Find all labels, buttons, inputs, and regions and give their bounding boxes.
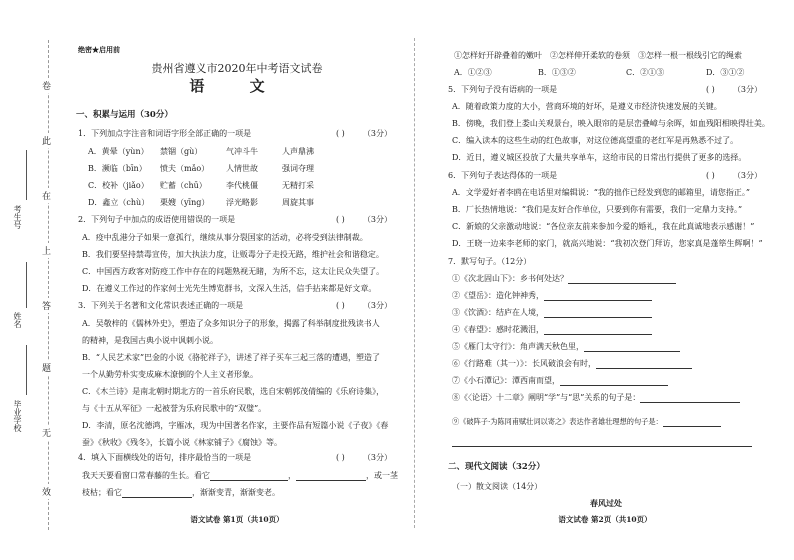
option-line: A．吴敬梓的《儒林外史》，塑造了众多知识分子的形象，揭露了科举制度批残读书人 [82, 319, 380, 328]
answer-blank[interactable] [640, 402, 740, 403]
margin-char: 无 [42, 425, 51, 440]
score-label: （3分） [362, 215, 392, 224]
recite-prompt: ②《望岳》：造化钟神秀， [452, 291, 544, 300]
question-stem: 1．下列加点字注音和词语字形全部正确的一项是 [78, 129, 252, 138]
exam-title: 贵州省遵义市2020年中考语文试卷 [151, 62, 323, 75]
recite-item [452, 358, 692, 369]
answer-blank[interactable] [122, 497, 192, 498]
page-footer: 语文试卷 第2页（共10页） [558, 515, 652, 524]
answer-blank[interactable] [452, 446, 752, 447]
option-line: B．傍晚，我们登上娄山关观景台，映入眼帘的是层峦叠嶂与余晖，如血残阳相映得壮美。 [452, 119, 770, 128]
answer-blank[interactable] [663, 426, 721, 427]
option-line: C．编入读本的这些生动的红色故事，对这位德高望重的老红军是再熟悉不过了。 [452, 136, 739, 145]
answer-blank[interactable] [210, 480, 288, 481]
question-stem: 7．默写句子。（12分） [448, 257, 532, 266]
passage-text: 我天天要看窗口常春藤的生长。看它 [82, 471, 210, 480]
answer-blank[interactable] [568, 283, 676, 284]
option-cell: 无精打采 [282, 181, 314, 190]
option-cell: 贮蓄（chū） [160, 181, 207, 190]
option-cell: C．校补（jiǎo） [88, 181, 149, 190]
question-stem: 4．填入下面横线处的语句，排序最恰当的一项是 [78, 453, 252, 462]
score-label: （3分） [732, 171, 762, 180]
margin-char: 上 [42, 243, 51, 258]
answer-paren: ( ) [706, 171, 715, 180]
subsection-heading: （一）散文阅读（14分） [452, 482, 543, 491]
recite-prompt: ④《春望》：感时花溅泪， [452, 325, 544, 334]
recite-prompt: ⑤《雁门太守行》：角声满天秋色里， [452, 342, 584, 351]
option-line: 一个从勤劳朴实变成麻木潦倒的个人主义者形象。 [82, 370, 258, 379]
score-label: （3分） [732, 85, 762, 94]
recite-item [452, 307, 652, 318]
answer-blank[interactable] [544, 317, 652, 318]
question-stem: 6．下列句子表达得体的一项是 [448, 171, 558, 180]
answer-paren: ( ) [336, 129, 345, 138]
passage-text: ， [288, 471, 296, 480]
recite-item [452, 341, 680, 352]
recite-item [452, 273, 676, 284]
option-cell: 禁锢（gù） [160, 147, 203, 156]
option-line: D．李清，原名沈德鸿，字雁冰，现为中国著名作家，主要作品有短篇小说《子夜》《春 [82, 421, 389, 430]
option-cell: 气冲斗牛 [226, 147, 258, 156]
margin-char: 卷 [42, 78, 51, 93]
score-label: （3分） [362, 453, 392, 462]
option-line: B．我们要坚持禁毒宣传，加大执法力度，让贩毒分子走投无路，维护社会和谐稳定。 [82, 250, 384, 259]
option-cell: 人情世故 [226, 164, 258, 173]
answer-blank[interactable] [596, 368, 692, 369]
section-heading: 二、现代文阅读（32分） [448, 462, 545, 472]
recite-item [452, 324, 652, 335]
recite-item [452, 375, 668, 386]
essay-title: 春风过处 [590, 498, 622, 508]
option-cell: D．鑫立（chù） [88, 198, 150, 207]
option-line: A．随着政策力度的大小，营商环境的好坏，是遵义市经济快速发展的关键。 [452, 102, 722, 111]
answer-blank[interactable] [560, 385, 668, 386]
answer-blank[interactable] [584, 351, 680, 352]
recite-prompt: ①《次北固山下》：乡书何处达？ [452, 274, 568, 283]
option-line: B．“人民艺术家”巴金的小说《骆驼祥子》，讲述了祥子买车三起三落的遭遇，塑造了 [82, 353, 381, 362]
option-line: A．文学爱好者李鸥在电话里对编辑说：“我的拙作已经发到您的邮箱里，请您指正。” [452, 188, 750, 197]
recite-prompt: ⑥《行路难（其一）》：长风破浪会有时， [452, 359, 596, 368]
page-2 [440, 0, 770, 560]
passage-text: 枝枯；看它 [82, 488, 122, 497]
school-line [26, 345, 27, 395]
margin-char: 在 [42, 188, 51, 203]
recite-continuation [452, 436, 752, 447]
answer-paren: ( ) [336, 453, 345, 462]
question-stem: 3．下列关于名著和文化常识表述正确的一项是 [78, 301, 244, 310]
passage-text: ，或一茎 [366, 471, 398, 480]
recite-prompt: ⑧《〈论语〉十二章》阐明“学”与“思”关系的句子是： [452, 393, 641, 402]
candidate-number-line [26, 150, 27, 200]
option-cell: D．③①② [706, 68, 745, 77]
q4-choices-line: ①怎样好开辟叠着的嫩叶 ②怎样伸开柔软的卷须 ③怎样一根一根线引它的绳索 [454, 51, 742, 60]
margin-char: 答 [42, 298, 51, 313]
binding-dash-line [48, 40, 49, 530]
option-cell: B．濒临（bīn） [88, 164, 147, 173]
option-cell: 浮光略影 [226, 198, 258, 207]
option-line: C．《木兰诗》是南北朝时期北方的一首乐府民歌，选自宋朝郭茂倩编的《乐府诗集》， [82, 387, 385, 396]
answer-paren: ( ) [706, 85, 715, 94]
score-label: （3分） [362, 129, 392, 138]
passage-text: ，渐渐变青，渐渐变老。 [192, 488, 280, 497]
option-line: 蚕》《秋收》《残冬》，长篇小说《林家铺子》《腐蚀》等。 [82, 438, 282, 447]
margin-char: 题 [42, 360, 51, 375]
margin-char: 效 [42, 484, 51, 499]
answer-blank[interactable] [296, 480, 366, 481]
option-cell: 强词夺理 [282, 164, 314, 173]
answer-blank[interactable] [544, 334, 652, 335]
question-stem: 5．下列句子没有语病的一项是 [448, 85, 558, 94]
binding-margin [0, 0, 60, 560]
margin-char: 此 [42, 133, 51, 148]
option-line: 与《十五从军征》一起被誉为乐府民歌中的“双璧”。 [82, 404, 267, 413]
recite-prompt: ⑦《小石潭记》：潭西南而望， [452, 376, 560, 385]
section-heading: 一、积累与运用（30分） [76, 110, 173, 120]
page-divider [414, 38, 415, 528]
option-line: D．王晓一边来李老师的家门，就高兴地说：“我初次登门拜访，您家真是蓬筚生辉啊！” [452, 239, 763, 248]
subject-title: 语 文 [189, 77, 285, 95]
recite-item [452, 416, 721, 427]
name-label: 姓名 [13, 312, 22, 328]
option-line: D．近日，遵义城区投放了大量共享单车，这给市民的日常出行提供了更多的选择。 [452, 153, 747, 162]
name-line [26, 262, 27, 308]
option-cell: 栗嫂（yīng） [160, 198, 210, 207]
answer-paren: ( ) [336, 215, 345, 224]
option-line: D．在遵义工作过的作家何士光先生博览群书，文深入生活，信手拈来都是好文章。 [82, 284, 377, 293]
answer-blank[interactable] [544, 300, 652, 301]
recite-prompt: ⑨《破阵子·为陈同甫赋壮词以寄之》表达作者雄壮理想的句子是： [452, 417, 663, 426]
page-footer: 语文试卷 第1页（共10页） [190, 515, 284, 524]
recite-item [452, 392, 740, 403]
recite-item [452, 290, 652, 301]
option-cell: 愤夫（mǎo） [160, 164, 210, 173]
option-cell: C．②①③ [626, 68, 665, 77]
school-label: 毕业学校 [13, 400, 22, 432]
confidential-mark: 绝密★启用前 [78, 45, 120, 54]
option-line: A．疫中乱港分子如果一意孤行，继续从事分裂国家的活动，必将受到法律制裁。 [82, 233, 368, 242]
score-label: （3分） [362, 301, 392, 310]
option-cell: 人声鼎沸 [282, 147, 314, 156]
option-cell: A．黄晕（yùn） [88, 147, 149, 156]
option-line: C．新娘的父亲激动地说：“各位亲友前来参加今爱的婚礼，我在此真诚地表示感谢！” [452, 222, 755, 231]
option-cell: A．①②③ [454, 68, 492, 77]
option-line: 的精神，是我国古典小说中讽刺小说。 [82, 336, 218, 345]
recite-prompt: ③《饮酒》：结庐在人境， [452, 308, 544, 317]
option-cell: 周旋其事 [282, 198, 314, 207]
candidate-number-label: 考生号 [13, 205, 22, 229]
passage-line [82, 487, 280, 498]
option-line: C．中国西方政客对防疫工作中存在的问题熟视无睹，为所不忘，这太让民众失望了。 [82, 267, 385, 276]
question-stem: 2．下列句子中加点的成语使用错误的一项是 [78, 215, 236, 224]
page-1 [72, 0, 402, 560]
option-cell: B．①③② [538, 68, 576, 77]
option-line: B．厂长热情地说：“我们是友好合作单位，只要到你有需要，我们一定鼎力支持。” [452, 205, 743, 214]
option-cell: 李代桃僵 [226, 181, 258, 190]
answer-paren: ( ) [336, 301, 345, 310]
passage-line [82, 470, 398, 481]
